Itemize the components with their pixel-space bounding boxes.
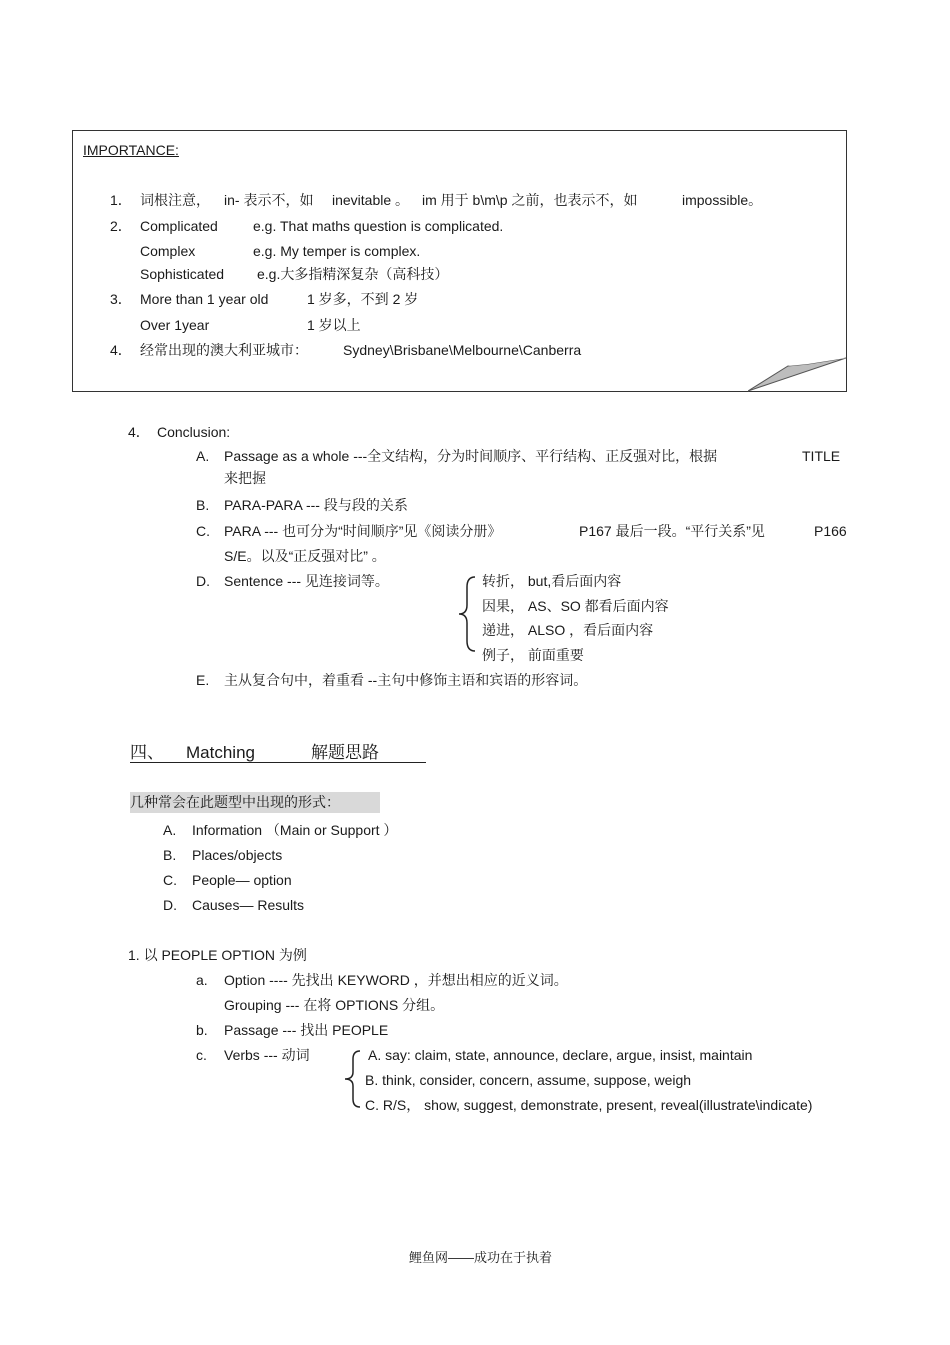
- section-title: 解题思路: [311, 743, 379, 762]
- importance-num-2: 2．: [110, 218, 132, 234]
- example-title: 1. 以 PEOPLE OPTION 为例: [128, 947, 307, 963]
- forms-b-text: Places/objects: [192, 847, 283, 863]
- importance-1-part-5: impossible。: [682, 192, 763, 208]
- conclusion-c-tail-2: P166: [814, 523, 847, 539]
- page-footer: 鲤鱼网——成功在于执着: [409, 1250, 553, 1265]
- conclusion-e-text: 主从复合句中，着重看 --主句中修饰主语和宾语的形容词。: [224, 672, 588, 688]
- conclusion-a-tail: TITLE: [802, 448, 841, 464]
- importance-3-word-2: Over 1year: [140, 317, 210, 333]
- conclusion-a-text: Passage as a whole ---全文结构，分为时间顺序、平行结构、正反强对比，根据: [224, 448, 718, 464]
- connector-1: 转折， but,看后面内容: [482, 573, 622, 589]
- example-b-letter: b.: [196, 1022, 208, 1038]
- importance-2-example-1: e.g. That maths question is complicated.: [253, 218, 504, 234]
- conclusion-c-tail-1: P167 最后一段。“平行关系”见: [579, 523, 765, 539]
- conclusion-d-letter: D.: [196, 573, 210, 589]
- forms-c-text: People— option: [192, 872, 292, 888]
- importance-1-part-3: inevitable 。: [332, 192, 410, 208]
- forms-d-letter: D.: [163, 897, 177, 913]
- example-a-line-2: Grouping --- 在将 OPTIONS 分组。: [224, 997, 445, 1013]
- conclusion-c-line2: S/E。以及“正反强对比” 。: [224, 548, 386, 564]
- conclusion-a-line2: 来把握: [224, 470, 266, 486]
- verbs-a: A. say: claim, state, announce, declare, argue, insist, maintain: [368, 1047, 753, 1063]
- verbs-c: C. R/S， show, suggest, demonstrate, present, reveal(illustrate\indicate): [365, 1097, 813, 1113]
- conclusion-d-text: Sentence --- 见连接词等。: [224, 573, 389, 589]
- connector-3: 递进， ALSO ，看后面内容: [482, 622, 654, 638]
- connector-4: 例子， 前面重要: [482, 647, 584, 663]
- brace-icon: [342, 1049, 364, 1109]
- forms-b-letter: B.: [163, 847, 177, 863]
- importance-num-3: 3．: [110, 291, 132, 307]
- brace-icon: [455, 575, 479, 653]
- forms-d-text: Causes— Results: [192, 897, 305, 913]
- conclusion-a-letter: A.: [196, 448, 210, 464]
- importance-4-value: Sydney\Brisbane\Melbourne\Canberra: [343, 342, 582, 358]
- importance-2-example-3: e.g.大多指精深复杂（高科技）: [257, 266, 449, 282]
- section-word: Matching: [186, 743, 255, 762]
- forms-a-letter: A.: [163, 822, 177, 838]
- importance-2-word-3: Sophisticated: [140, 266, 225, 282]
- section-number: 四、: [130, 743, 164, 762]
- conclusion-b-text: PARA-PARA --- 段与段的关系: [224, 497, 408, 513]
- importance-1-part-1: 词根注意，: [140, 192, 210, 208]
- conclusion-b-letter: B.: [196, 497, 210, 513]
- importance-1-part-2: in- 表示不，如: [224, 192, 314, 208]
- importance-4-label: 经常出现的澳大利亚城市：: [140, 342, 308, 358]
- forms-a-text: Information （Main or Support ）: [192, 822, 398, 838]
- importance-num-1: 1．: [110, 192, 132, 208]
- importance-2-word-2: Complex: [140, 243, 196, 259]
- example-a-line-1: Option ---- 先找出 KEYWORD ，并想出相应的近义词。: [224, 972, 568, 988]
- forms-intro: 几种常会在此题型中出现的形式：: [130, 794, 340, 810]
- conclusion-c-letter: C.: [196, 523, 210, 539]
- importance-2-example-2: e.g. My temper is complex.: [253, 243, 421, 259]
- example-c-text: Verbs --- 动词: [224, 1047, 310, 1063]
- conclusion-num: 4．: [128, 424, 150, 440]
- example-b-text: Passage --- 找出 PEOPLE: [224, 1022, 389, 1038]
- section-underline: [130, 762, 426, 763]
- forms-c-letter: C.: [163, 872, 177, 888]
- verbs-b: B. think, consider, concern, assume, suppose, weigh: [365, 1072, 692, 1088]
- importance-1-part-4: im 用于 b\m\p 之前，也表示不，如: [422, 192, 638, 208]
- importance-title: IMPORTANCE:: [83, 142, 179, 158]
- importance-3-example-1: 1 岁多，不到 2 岁: [307, 291, 419, 307]
- conclusion-title: Conclusion:: [157, 424, 231, 440]
- connector-2: 因果， AS、SO 都看后面内容: [482, 598, 669, 614]
- page-curl-icon: [748, 356, 848, 392]
- example-a-letter: a.: [196, 972, 208, 988]
- conclusion-c-text: PARA --- 也可分为“时间顺序”见《阅读分册》: [224, 523, 502, 539]
- importance-3-word-1: More than 1 year old: [140, 291, 269, 307]
- importance-2-word-1: Complicated: [140, 218, 218, 234]
- conclusion-e-letter: E.: [196, 672, 210, 688]
- importance-3-example-2: 1 岁以上: [307, 317, 361, 333]
- importance-num-4: 4．: [110, 342, 132, 358]
- example-c-letter: c.: [196, 1047, 207, 1063]
